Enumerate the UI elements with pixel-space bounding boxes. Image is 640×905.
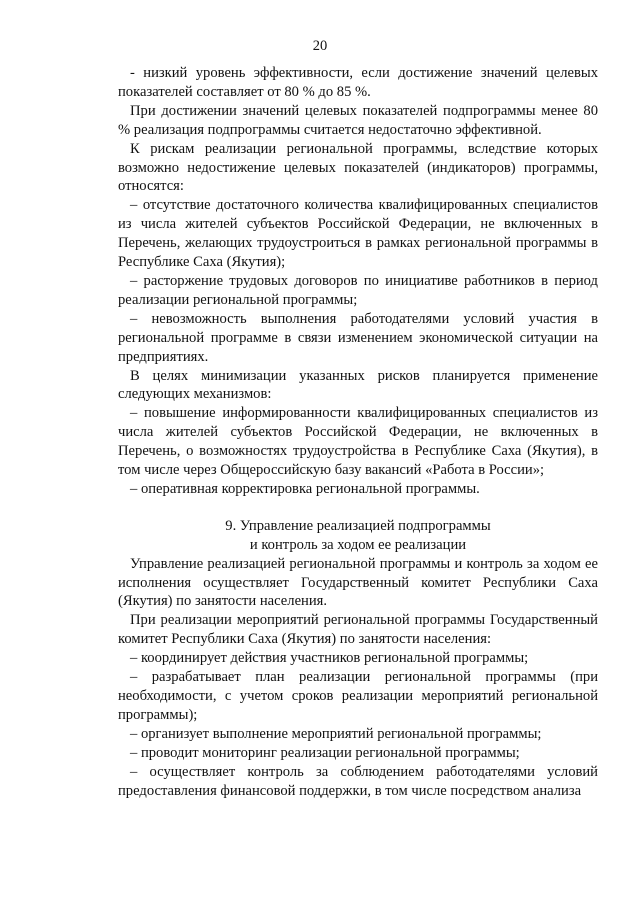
list-item: – отсутствие достаточного количества квалифицированных специалистов из числа жителей субъектов Российской Федерации, не включенных в Перечень, желающих трудоустроиться в рамках региональной программы в Республике Саха (Якутия); xyxy=(118,197,598,271)
paragraph: При реализации мероприятий региональной программы Государственный комитет Республики Саха (Якутия) по занятости населения: xyxy=(118,612,598,648)
list-item: – проводит мониторинг реализации региональной программы; xyxy=(130,744,520,761)
list-item: – расторжение трудовых договоров по инициативе работников в период реализации региональной программы; xyxy=(118,272,598,308)
list-item: – повышение информированности квалифицированных специалистов из числа жителей субъектов Российской Федерации, не включенных в Перечень, о возможностях трудоустройства в Республике Саха (Якутия), в том числе через Общероссийскую базу вакансий «Работа в России»; xyxy=(118,405,598,479)
paragraph: При достижении значений целевых показателей подпрограммы менее 80 % реализация подпрограммы считается недостаточно эффективной. xyxy=(118,102,598,138)
section-heading-line: и контроль за ходом ее реализации xyxy=(249,536,467,553)
page-number: 20 xyxy=(312,38,328,54)
paragraph: В целях минимизации указанных рисков планируется применение следующих механизмов: xyxy=(118,367,598,403)
section-heading-line: 9. Управление реализацией подпрограммы xyxy=(225,517,491,534)
list-item: – разрабатывает план реализации региональной программы (при необходимости, с учетом сроков реализации мероприятий региональной программы); xyxy=(118,669,598,723)
list-item: – координирует действия участников региональной программы; xyxy=(130,650,529,667)
list-item: – осуществляет контроль за соблюдением работодателями условий предоставления финансовой поддержки, в том числе посредством анализа xyxy=(118,763,598,799)
list-item: – невозможность выполнения работодателями условий участия в региональной программе в связи изменением экономической ситуации на предприятиях. xyxy=(118,310,598,365)
list-item: – организует выполнение мероприятий региональной программы; xyxy=(130,725,542,742)
paragraph: - низкий уровень эффективности, если достижение значений целевых показателей составляет от 80 % до 85 %. xyxy=(118,65,598,100)
document-body xyxy=(118,64,598,800)
list-item: – оперативная корректировка региональной программы. xyxy=(130,480,480,497)
section-heading xyxy=(118,517,598,555)
paragraph: К рискам реализации региональной программы, вследствие которых возможно недостижение целевых показателей (индикаторов) программы, относятся: xyxy=(118,140,598,195)
paragraph: Управление реализацией региональной программы и контроль за ходом ее исполнения осуществляет Государственный комитет Республики Саха (Якутия) по занятости населения. xyxy=(118,555,598,610)
